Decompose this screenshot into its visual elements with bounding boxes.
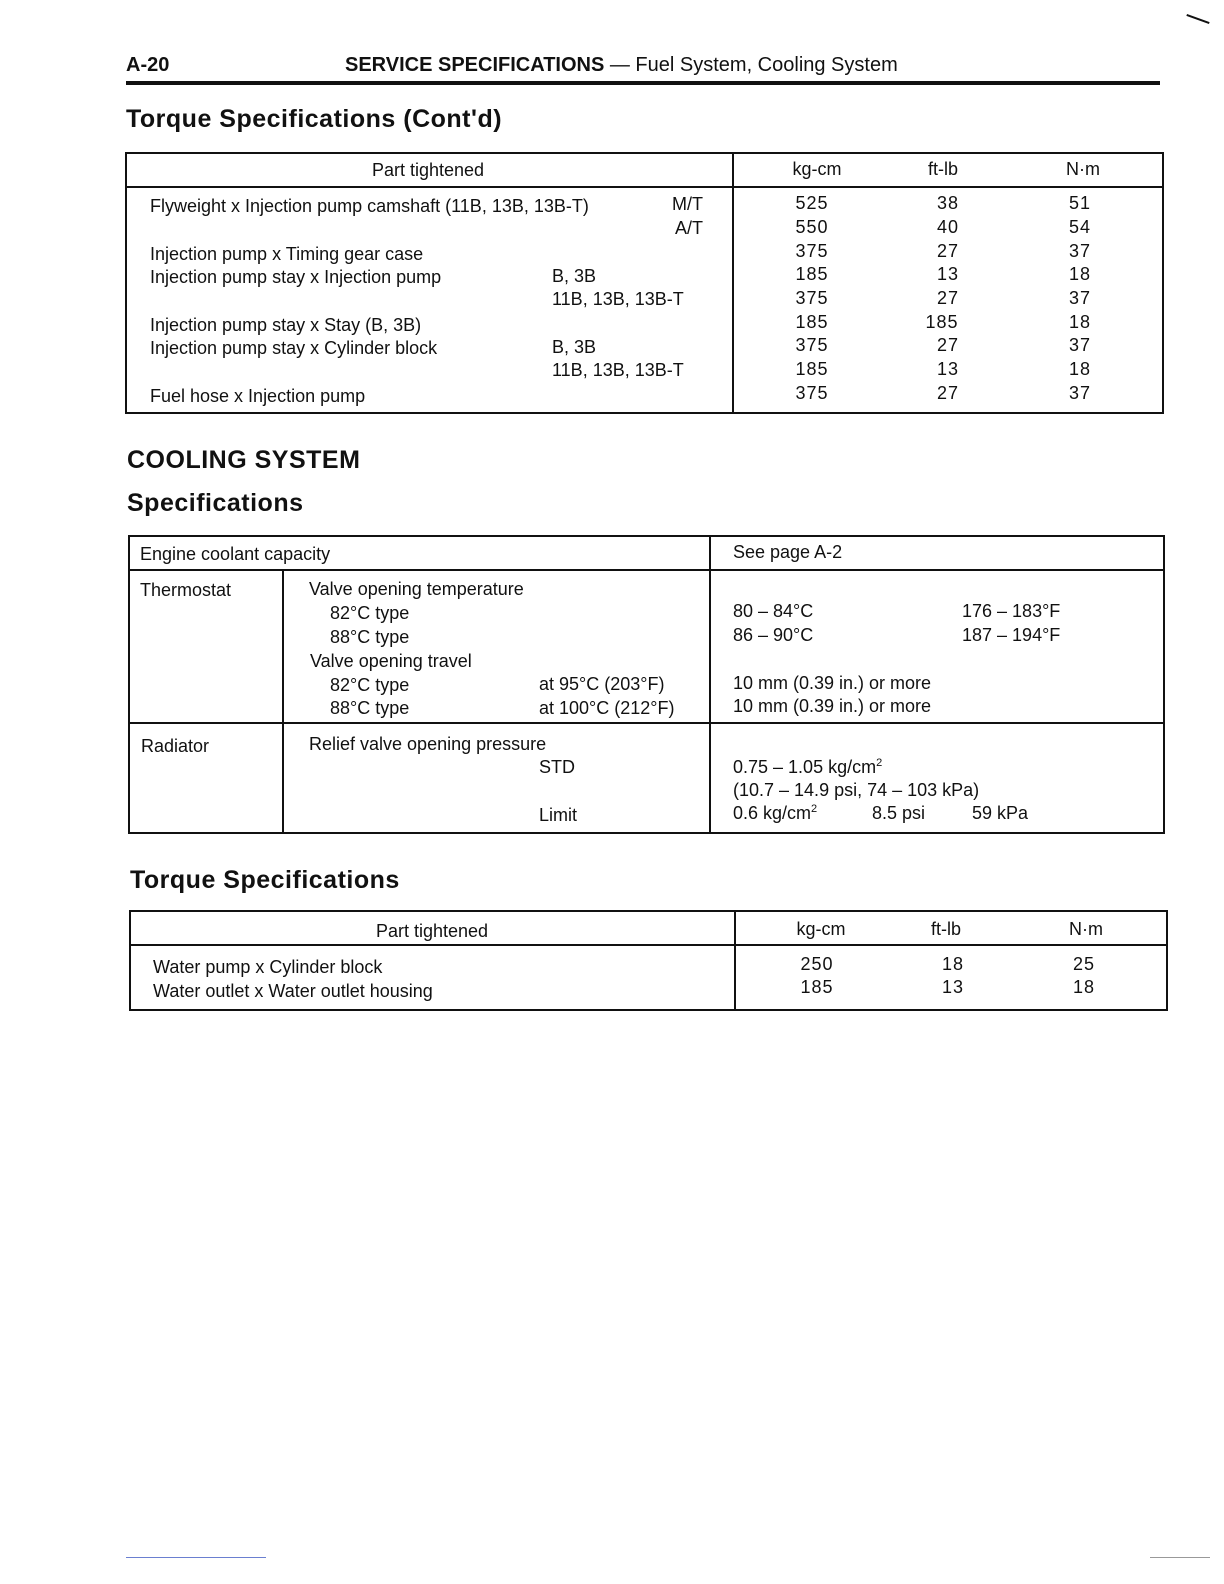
table-row-ftlb: 13 bbox=[936, 264, 960, 284]
table-row-part: Water outlet x Water outlet housing bbox=[153, 981, 433, 1001]
temp-88-celsius: 86 – 90°C bbox=[733, 625, 814, 645]
torque-cooling-title: Torque Specifications bbox=[130, 866, 400, 894]
table-row-variant: A/T bbox=[674, 218, 703, 238]
torque-cooling-header-rule bbox=[129, 944, 1168, 946]
table-row-ftlb: 27 bbox=[936, 241, 960, 261]
col-header-nm: N·m bbox=[1066, 159, 1100, 179]
page-number: A-20 bbox=[126, 54, 170, 76]
limit-kpa-value: 59 kPa bbox=[972, 803, 1029, 823]
temp-82-celsius: 80 – 84°C bbox=[733, 601, 814, 621]
col-header-ftlb: ft-lb bbox=[927, 159, 959, 179]
table-row-ftlb: 13 bbox=[936, 359, 960, 379]
std-value-text: 0.75 – 1.05 kg/cm bbox=[733, 757, 877, 777]
type-82-label: 82°C type bbox=[330, 675, 410, 695]
table-row-ftlb: 27 bbox=[936, 335, 960, 355]
table-row-nm: 18 bbox=[1068, 359, 1092, 379]
torque-contd-col-divider bbox=[732, 152, 734, 414]
table-row-ftlb: 27 bbox=[936, 288, 960, 308]
page-header-title bbox=[345, 54, 898, 77]
table-row-kgcm: 185 bbox=[795, 359, 829, 379]
header-title-rest: — Fuel System, Cooling System bbox=[604, 54, 898, 76]
table-row-nm: 18 bbox=[1068, 264, 1092, 284]
radiator-label: Radiator bbox=[141, 736, 210, 756]
table-row-ftlb: 27 bbox=[936, 383, 960, 403]
col-header-kgcm: kg-cm bbox=[796, 919, 846, 939]
table-row-kgcm: 375 bbox=[795, 241, 829, 261]
table-row-nm: 37 bbox=[1068, 241, 1092, 261]
table-row-nm: 37 bbox=[1068, 335, 1092, 355]
table-row-nm: 25 bbox=[1072, 954, 1096, 974]
table-row-part: Flyweight x Injection pump camshaft (11B, 13B, 13B-T) bbox=[150, 196, 589, 216]
footer-mark bbox=[126, 1557, 266, 1558]
type-88-label: 88°C type bbox=[330, 698, 410, 718]
travel-88-value: 10 mm (0.39 in.) or more bbox=[733, 696, 932, 716]
type-82-label: 82°C type bbox=[330, 603, 410, 623]
table-row-kgcm: 185 bbox=[800, 977, 834, 997]
corner-mark bbox=[1186, 14, 1209, 24]
temp-82-fahrenheit: 176 – 183°F bbox=[962, 601, 1061, 621]
coolant-capacity-value: See page A-2 bbox=[733, 542, 843, 562]
table-row-nm: 51 bbox=[1068, 193, 1092, 213]
cooling-col-divider bbox=[709, 535, 711, 834]
table-row-ftlb: 13 bbox=[941, 977, 965, 997]
footer-mark bbox=[1150, 1557, 1210, 1558]
table-row-variant: 11B, 13B, 13B-T bbox=[552, 289, 684, 309]
table-row-part: Injection pump stay x Stay (B, 3B) bbox=[150, 315, 422, 335]
limit-kg-sup: 2 bbox=[811, 803, 818, 815]
limit-label: Limit bbox=[539, 805, 578, 825]
table-row-kgcm: 375 bbox=[795, 383, 829, 403]
table-row-kgcm: 250 bbox=[800, 954, 834, 974]
table-row-nm: 18 bbox=[1068, 312, 1092, 332]
torque-contd-title: Torque Specifications (Cont'd) bbox=[126, 105, 503, 133]
table-row-part: Fuel hose x Injection pump bbox=[150, 386, 366, 406]
table-row-ftlb: 40 bbox=[936, 217, 960, 237]
table-row-kgcm: 185 bbox=[795, 312, 829, 332]
limit-kg-text: 0.6 kg/cm bbox=[733, 803, 812, 823]
std-label: STD bbox=[539, 757, 575, 777]
std-value-alt-units: (10.7 – 14.9 psi, 74 – 103 kPa) bbox=[733, 780, 980, 800]
valve-opening-travel-label: Valve opening travel bbox=[310, 651, 472, 671]
cooling-system-title: COOLING SYSTEM bbox=[127, 446, 361, 474]
table-row-variant: 11B, 13B, 13B-T bbox=[552, 360, 684, 380]
table-row-kgcm: 375 bbox=[795, 335, 829, 355]
table-row-part: Injection pump stay x Cylinder block bbox=[150, 338, 438, 358]
travel-82-value: 10 mm (0.39 in.) or more bbox=[733, 673, 932, 693]
col-header-part: Part tightened bbox=[375, 921, 489, 941]
travel-82-condition: at 95°C (203°F) bbox=[539, 674, 665, 694]
table-row-part: Injection pump stay x Injection pump bbox=[150, 267, 442, 287]
table-row-variant: B, 3B bbox=[552, 266, 597, 286]
cooling-col-divider bbox=[282, 569, 284, 834]
table-row-nm: 37 bbox=[1068, 383, 1092, 403]
specifications-title: Specifications bbox=[127, 489, 304, 517]
table-row-ftlb: 38 bbox=[936, 193, 960, 213]
table-row-part: Injection pump x Timing gear case bbox=[150, 244, 424, 264]
col-header-kgcm: kg-cm bbox=[792, 159, 842, 179]
limit-psi-value: 8.5 psi bbox=[872, 803, 926, 823]
table-row-kgcm: 375 bbox=[795, 288, 829, 308]
table-row-kgcm: 525 bbox=[795, 193, 829, 213]
table-row-ftlb: 18 bbox=[941, 954, 965, 974]
travel-88-condition: at 100°C (212°F) bbox=[539, 698, 675, 718]
coolant-capacity-label: Engine coolant capacity bbox=[140, 544, 331, 564]
torque-contd-header-rule bbox=[125, 186, 1164, 188]
table-row-ftlb: 185 bbox=[925, 312, 959, 332]
table-row-part: Water pump x Cylinder block bbox=[153, 957, 383, 977]
col-header-nm: N·m bbox=[1069, 919, 1103, 939]
table-row-kgcm: 185 bbox=[795, 264, 829, 284]
table-row-variant: M/T bbox=[672, 194, 703, 214]
table-row-nm: 54 bbox=[1068, 217, 1092, 237]
relief-valve-label: Relief valve opening pressure bbox=[309, 734, 547, 754]
std-value bbox=[733, 757, 882, 778]
std-value-sup: 2 bbox=[876, 757, 883, 769]
col-header-ftlb: ft-lb bbox=[930, 919, 962, 939]
table-row-nm: 18 bbox=[1072, 977, 1096, 997]
type-88-label: 88°C type bbox=[330, 627, 410, 647]
header-rule bbox=[126, 81, 1160, 85]
thermostat-label: Thermostat bbox=[140, 580, 232, 600]
torque-cooling-col-divider bbox=[734, 910, 736, 1011]
valve-opening-temp-label: Valve opening temperature bbox=[309, 579, 524, 599]
table-row-kgcm: 550 bbox=[795, 217, 829, 237]
header-title-bold: SERVICE SPECIFICATIONS bbox=[345, 54, 605, 76]
temp-88-fahrenheit: 187 – 194°F bbox=[962, 625, 1061, 645]
table-row-nm: 37 bbox=[1068, 288, 1092, 308]
col-header-part: Part tightened bbox=[371, 160, 485, 180]
table-row-variant: B, 3B bbox=[552, 337, 597, 357]
limit-kg-value bbox=[733, 803, 817, 824]
